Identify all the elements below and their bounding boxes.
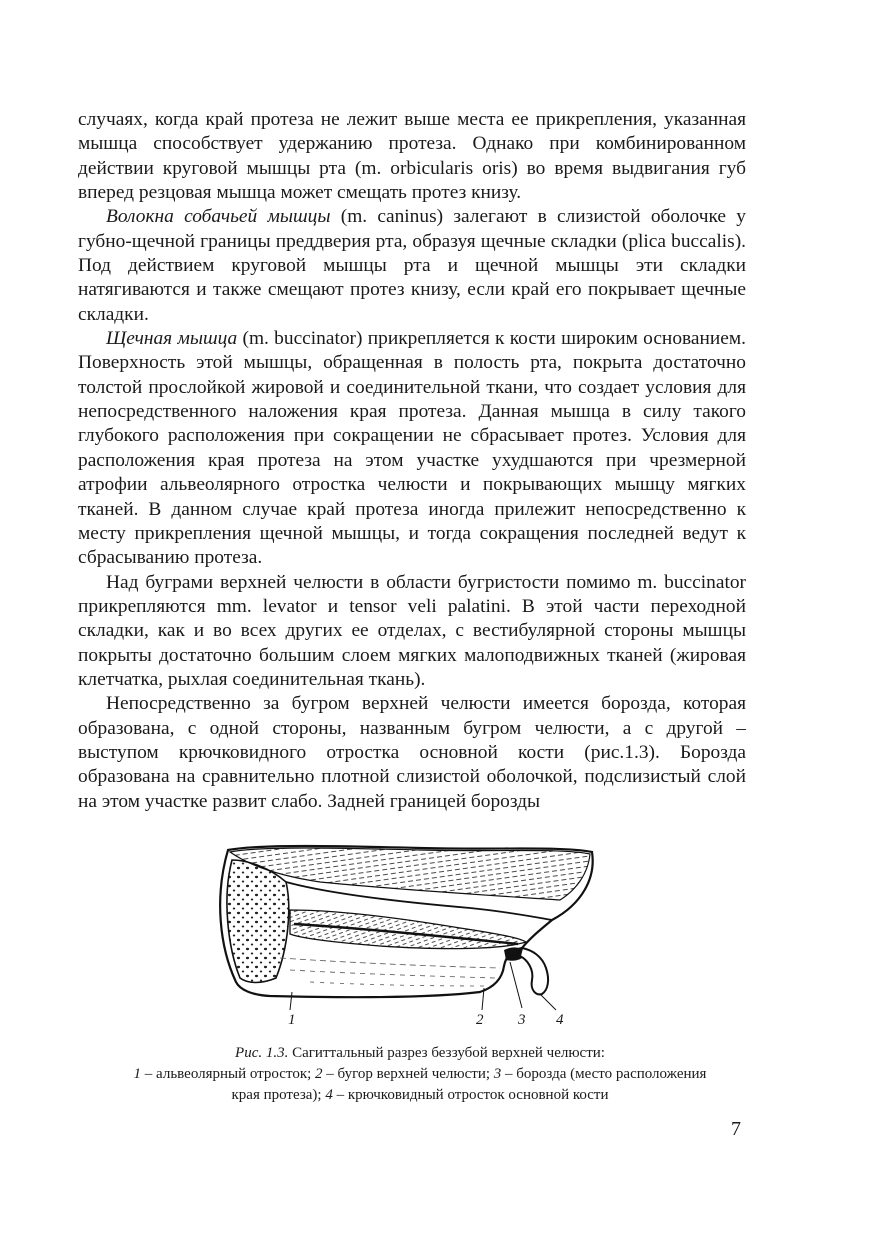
- page-number: 7: [731, 1118, 741, 1140]
- paragraph-4-text: Над буграми верхней челюсти в области бугристости помимо m. buccinator прикрепляются mm. levator и tensor veli palatini. В этой части переходной складки, как и во всех других ее отделах, с вестибулярной стороны мышцы покрыты достаточно большим слоем мягких малоподвижных тканей (жировая клетчатка, рыхлая соединительная ткань).: [78, 571, 746, 690]
- caption-fig-ref: Рис. 1.3.: [235, 1045, 289, 1061]
- caption-item-4-text: – крючковидный отросток основной кости: [332, 1087, 609, 1103]
- paragraph-5: [78, 692, 746, 814]
- paragraph-5-text: Непосредственно за бугром верхней челюсти имеется борозда, которая образована, с одной стороны, названным бугром челюсти, а с другой – выступом крючковидного отростка основной кости (рис.1.3). Борозда образована на сравнительно плотной слизистой оболочкой, подслизистый слой на этом участке развит слабо. Задней границей борозды: [78, 693, 746, 812]
- figure-label-1: 1: [288, 1012, 296, 1028]
- caption-item-3-text: – борозда (место расположения края протеза);: [231, 1066, 707, 1103]
- page-body: [78, 108, 746, 814]
- figure-label-4: 4: [556, 1012, 564, 1028]
- paragraph-1-text: случаях, когда край протеза не лежит выше места ее прикрепления, указанная мышца способствует удержанию протеза. Однако при комбинированном действии круговой мышцы рта (m. orbicularis oris) во время выдвигания губ вперед резцовая мышца может смещать протез книзу.: [78, 109, 746, 204]
- figure-caption: [120, 1043, 720, 1106]
- caption-item-1-num: 1: [133, 1066, 142, 1082]
- paragraph-2-text: (m. caninus) залегают в слизистой оболочке у губно-щечной границы преддверия рта, образуя щечные складки (plica buccalis). Под действием круговой мышцы рта и щечной мышцы эти складки натягиваются и также смещают протез книзу, если край его покрывает щечные складки.: [78, 206, 746, 325]
- caption-item-2-num: 2: [315, 1066, 323, 1082]
- maxilla-illustration: [200, 838, 610, 1028]
- figure-maxilla-section: [200, 838, 610, 1028]
- paragraph-3: [78, 327, 746, 570]
- figure-label-2: 2: [476, 1012, 484, 1028]
- caption-item-4-num: 4: [325, 1087, 333, 1103]
- caption-item-2-text: – бугор верхней челюсти;: [322, 1066, 494, 1082]
- caption-item-3-num: 3: [493, 1066, 502, 1082]
- hamular-process: [520, 948, 548, 994]
- paragraph-2: [78, 205, 746, 327]
- paragraph-1: [78, 108, 746, 205]
- caption-item-1-text: – альвеолярный отросток;: [141, 1066, 316, 1082]
- caption-title: Сагиттальный разрез беззубой верхней челюсти:: [288, 1045, 605, 1061]
- paragraph-3-text: (m. buccinator) прикрепляется к кости широким основанием. Поверхность этой мышцы, обращенная в полость рта, покрыта достаточно толстой прослойкой жировой и соединительной ткани, что создает условия для непосредственного наложения края протеза. Данная мышца в силу такого глубокого расположения при сокращении не сбрасывает протез. Условия для расположения края протеза на этом участке ухудшаются при чрезмерной атрофии альвеолярного отростка челюсти и покрывающих мышцу мягких тканей. В данном случае край протеза иногда прилежит непосредственно к месту прикрепления щечной мышцы, и тогда сокращения последней ведут к сбрасыванию протеза.: [78, 328, 746, 569]
- term-buccinator: Щечная мышца: [106, 328, 238, 350]
- term-caninus: Волокна собачьей мышцы: [106, 206, 331, 228]
- figure-label-3: 3: [518, 1012, 526, 1028]
- paragraph-4: [78, 571, 746, 693]
